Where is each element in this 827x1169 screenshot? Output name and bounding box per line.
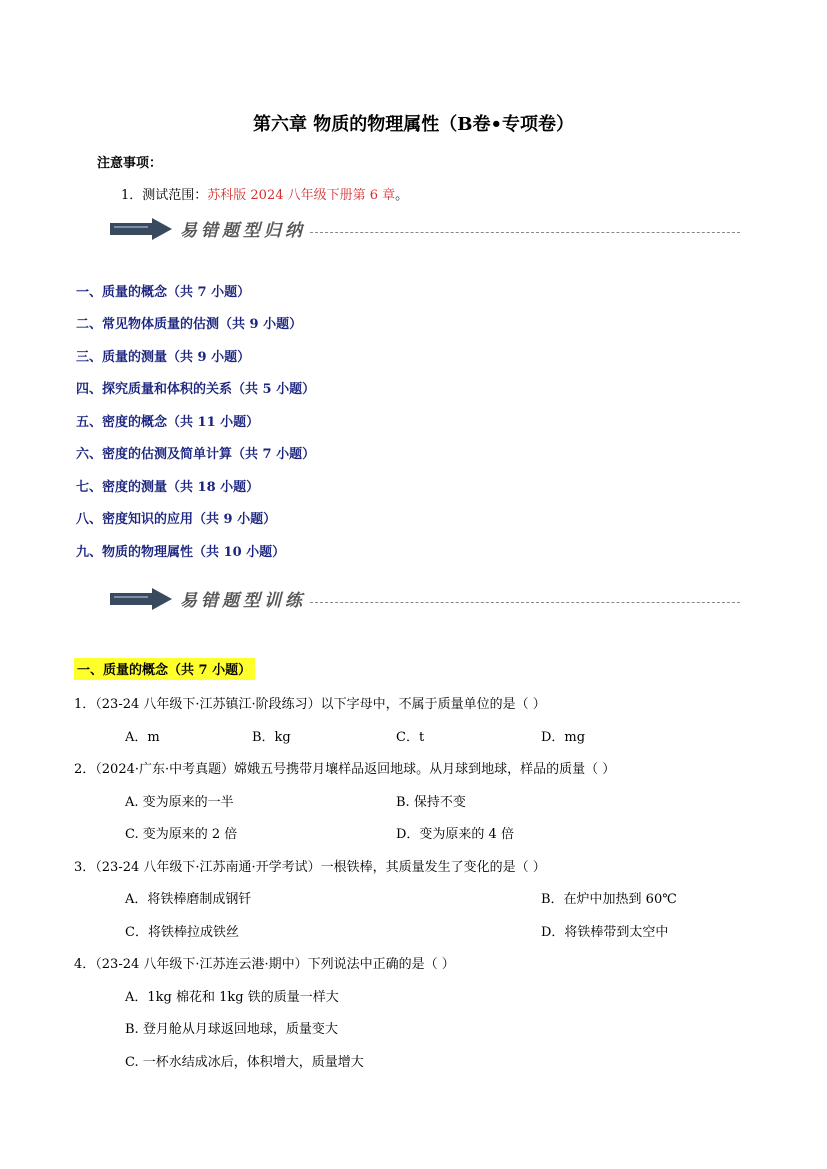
banner-induction-text: 易错题型归纳: [180, 221, 306, 241]
q2-option-b: B. 保持不变: [396, 795, 466, 810]
q3-option-c: C．将铁棒拉成铁丝: [125, 925, 239, 940]
banner-divider: [310, 602, 740, 603]
q1-option-b: B．kg: [252, 730, 291, 745]
q3-option-b: B．在炉中加热到 60℃: [541, 892, 677, 907]
q2-option-a: A. 变为原来的一半: [125, 795, 234, 810]
toc-item-2: 二、常见物体质量的估测（共 9 小题）: [76, 317, 303, 332]
question-1-stem: 1．（23-24 八年级下·江苏镇江·阶段练习）以下字母中，不属于质量单位的是（ ）: [74, 697, 546, 712]
scope-value: 苏科版 2024 八年级下册第 6 章: [207, 188, 396, 203]
q3-option-d: D．将铁棒带到太空中: [541, 925, 669, 940]
scope-suffix: 。: [395, 188, 409, 203]
page-title: 第六章 物质的物理属性（B卷•专项卷）: [253, 114, 574, 135]
q1-option-c: C．t: [396, 730, 425, 745]
q3-option-a: A．将铁棒磨制成钢钎: [125, 892, 252, 907]
q1-option-a: A．m: [125, 730, 160, 745]
test-scope: [121, 184, 408, 203]
toc-item-4: 四、探究质量和体积的关系（共 5 小题）: [76, 382, 316, 397]
q4-option-a: A．1kg 棉花和 1kg 铁的质量一样大: [125, 990, 339, 1005]
q2-option-d: D．变为原来的 4 倍: [396, 827, 514, 842]
question-2-stem: 2．（2024·广东·中考真题）嫦娥五号携带月壤样品返回地球。从月球到地球，样品的质量（ ）: [74, 762, 616, 777]
banner-training: [110, 584, 740, 614]
toc-item-1: 一、质量的概念（共 7 小题）: [76, 285, 251, 300]
banner-divider: [310, 232, 740, 233]
arrow-icon: [110, 588, 172, 610]
scope-prefix: 1．测试范围：: [121, 188, 208, 203]
toc-item-6: 六、密度的估测及简单计算（共 7 小题）: [76, 447, 316, 462]
toc-item-8: 八、密度知识的应用（共 9 小题）: [76, 512, 277, 527]
toc-item-5: 五、密度的概念（共 11 小题）: [76, 415, 260, 430]
q4-option-c: C. 一杯水结成冰后，体积增大，质量增大: [125, 1055, 364, 1070]
toc-item-3: 三、质量的测量（共 9 小题）: [76, 350, 251, 365]
arrow-icon: [110, 218, 172, 240]
q4-option-b: B. 登月舱从月球返回地球，质量变大: [125, 1022, 338, 1037]
section-heading: 一、质量的概念（共 7 小题）: [74, 658, 255, 680]
q1-option-d: D．mg: [541, 730, 586, 745]
notice-heading: 注意事项：: [97, 156, 163, 171]
question-3-stem: 3．（23-24 八年级下·江苏南通·开学考试）一根铁棒，其质量发生了变化的是（ ）: [74, 860, 546, 875]
banner-induction: [110, 214, 740, 244]
toc-item-9: 九、物质的物理属性（共 10 小题）: [76, 545, 286, 560]
q2-option-c: C. 变为原来的 2 倍: [125, 827, 238, 842]
toc-item-7: 七、密度的测量（共 18 小题）: [76, 480, 260, 495]
question-4-stem: 4．（23-24 八年级下·江苏连云港·期中）下列说法中正确的是（ ）: [74, 957, 455, 972]
banner-training-text: 易错题型训练: [180, 591, 306, 611]
